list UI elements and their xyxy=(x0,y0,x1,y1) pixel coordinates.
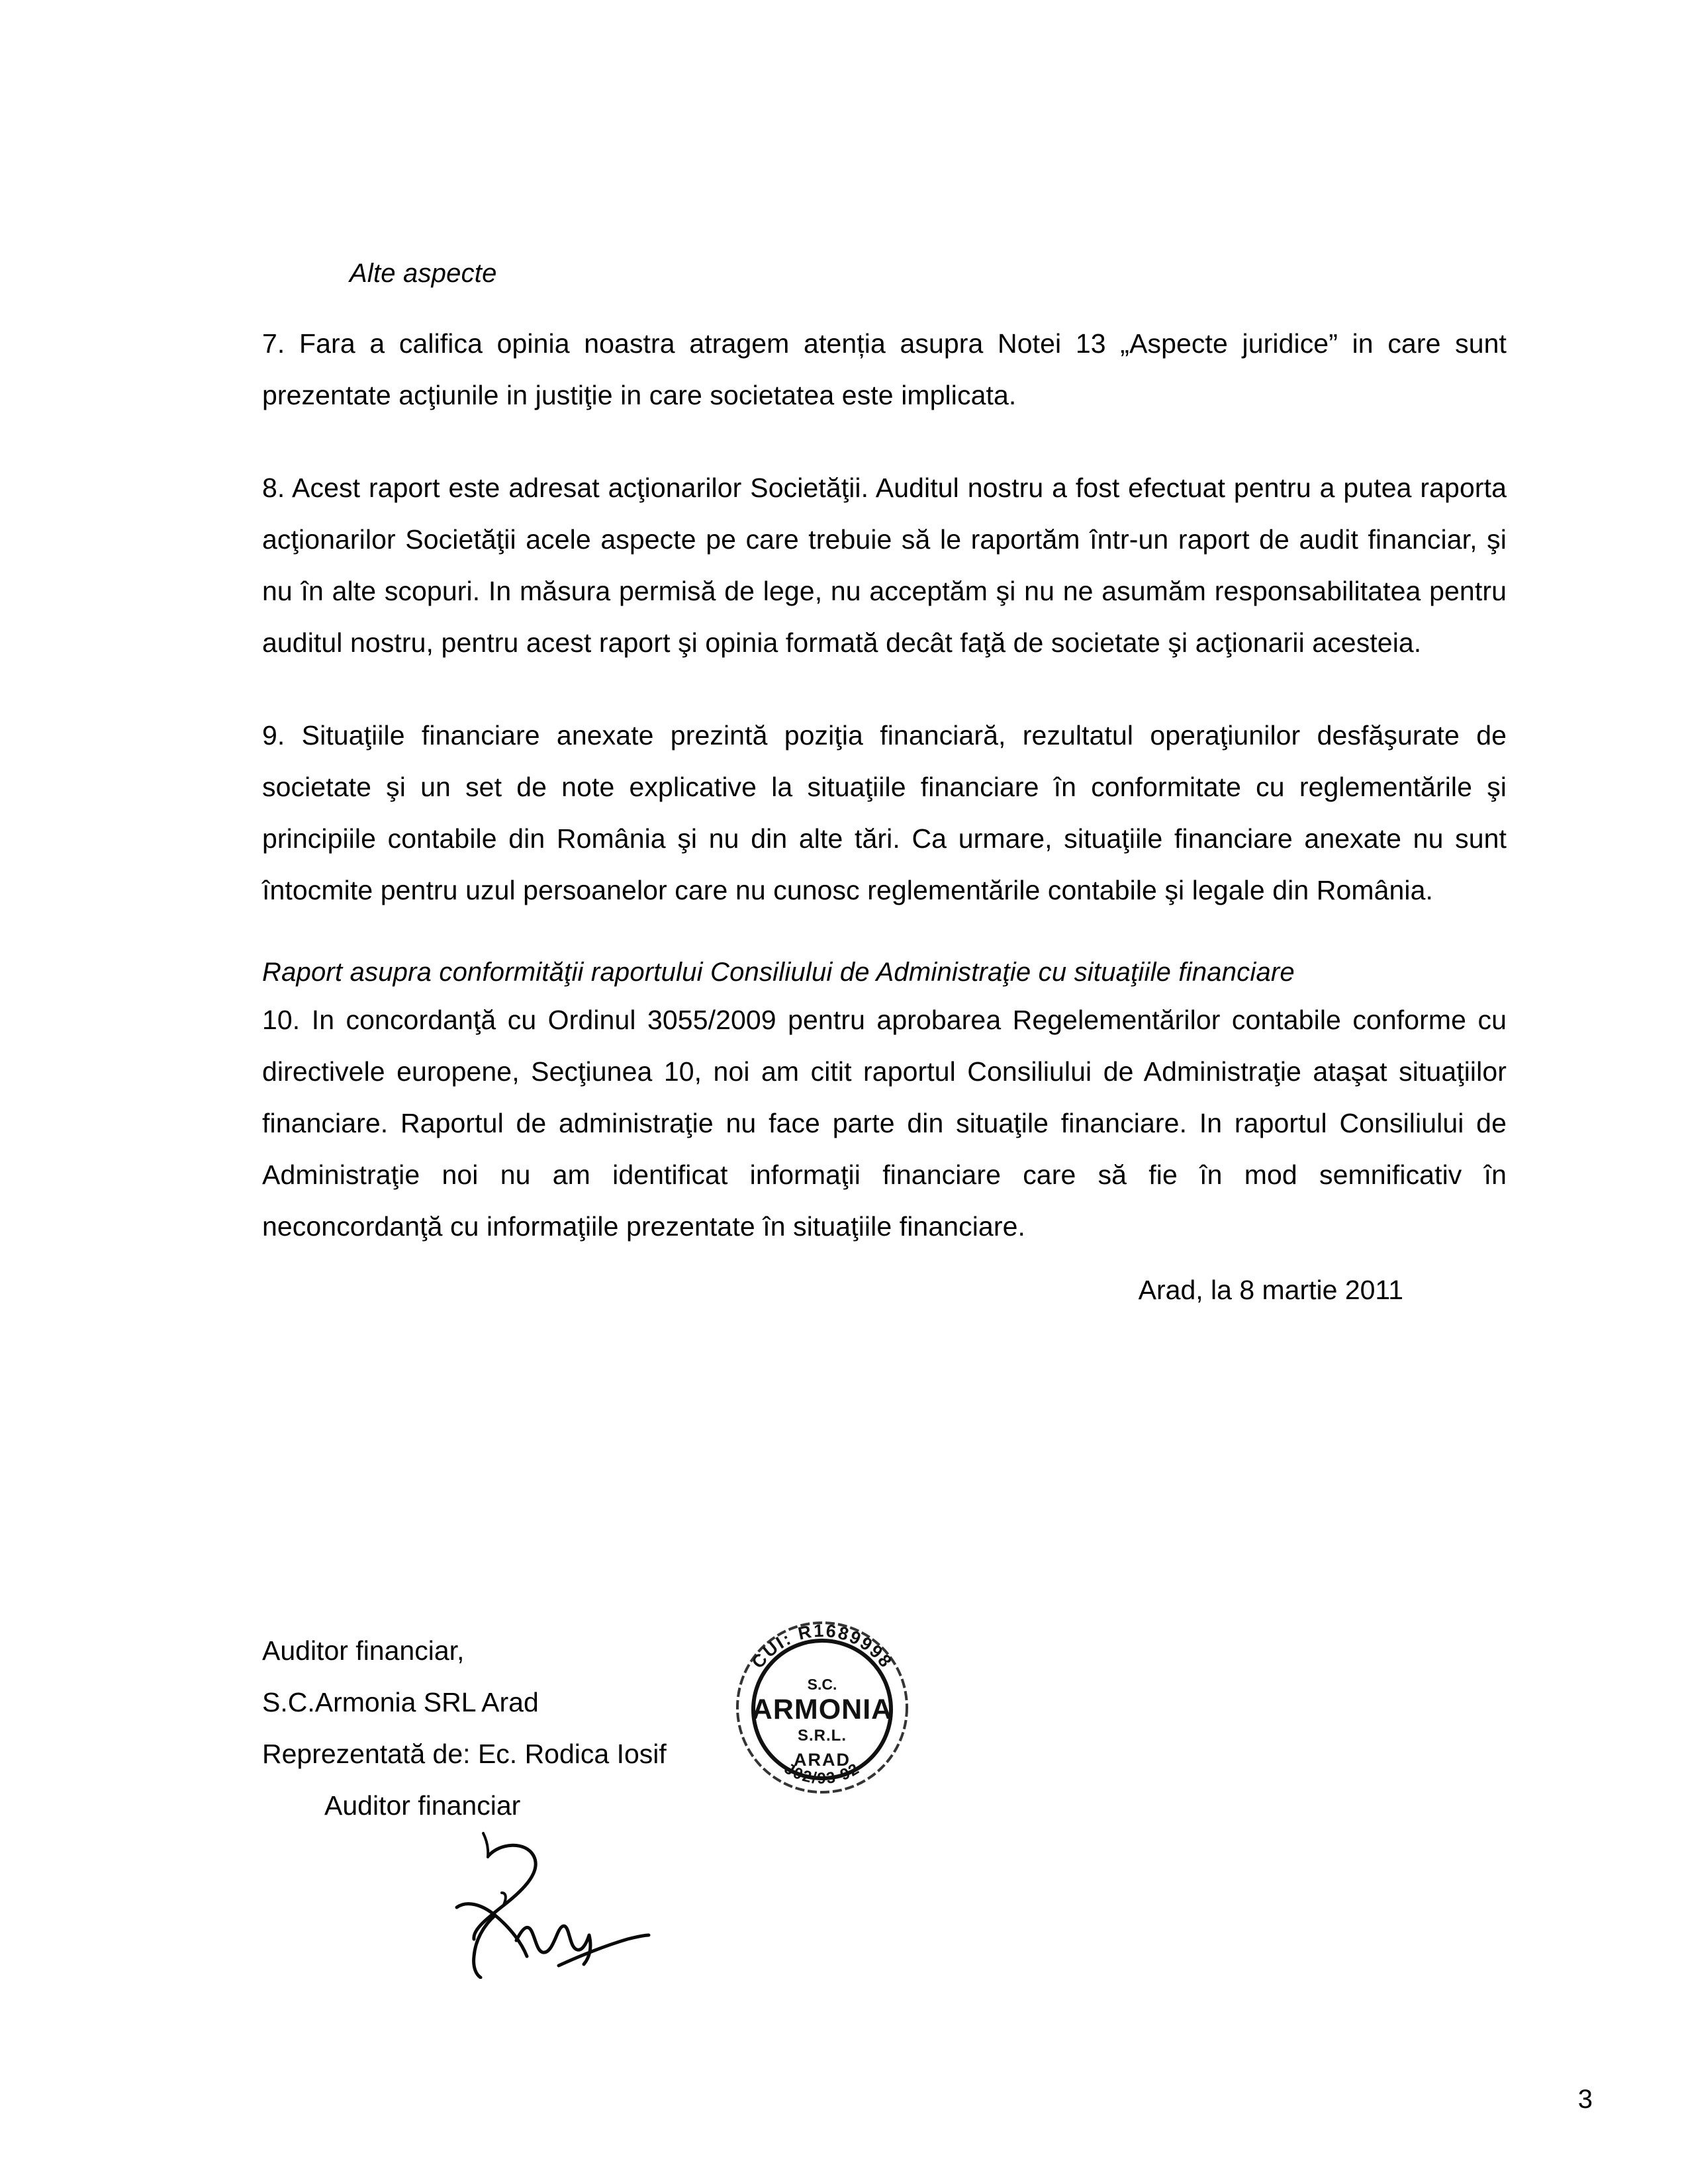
paragraph-9: 9. Situaţiile financiare anexate prezintă poziţia financiară, rezultatul operaţiunilor desfăşurate de societate şi un set de note explicative la situaţiile financiare în conformitate cu reglementările şi principiile contabile din România şi nu din alte tări. Ca urmare, situaţiile financiare anexate nu sunt întocmite pentru uzul persoanelor care nu cunosc reglementările contabile şi legale din România. xyxy=(262,720,1507,905)
auditor-role-line: Auditor financiar, xyxy=(262,1635,465,1666)
auditor-represented-by-line: Reprezentată de: Ec. Rodica Iosif xyxy=(262,1739,667,1769)
paragraph-10: 10. In concordanţă cu Ordinul 3055/2009 pentru aprobarea Regelementărilor contabile conforme cu directivele europene, Secţiunea 10, noi am citit raportul Consiliului de Administraţie ataşat situaţiilor financiare. Raportul de administraţie nu face parte din situaţile financiare. In raportul Consiliului de Administraţie noi nu am identificat informaţii financiare care să fie în mod semnificativ în neconcordanţă cu informaţiile prezentate în situaţiile financiare. xyxy=(262,1005,1507,1242)
stamp-center-line-2: ARMONIA xyxy=(751,1694,893,1725)
paragraph-7: 7. Fara a califica opinia noastra atragem atenția asupra Notei 13 „Aspecte juridice” in care sunt prezentate acţiunile in justiţie in care societatea este implicata. xyxy=(262,328,1507,410)
conformity-report-heading: Raport asupra conformităţii raportului Consiliului de Administraţie cu situaţiile financiare xyxy=(262,958,1295,987)
place-and-date: Arad, la 8 martie 2011 xyxy=(1138,1275,1403,1305)
other-matters-heading: Alte aspecte xyxy=(350,259,497,288)
stamp-center-line-1: S.C. xyxy=(807,1676,837,1693)
paragraph-8: 8. Acest raport este adresat acţionarilor Societăţii. Auditul nostru a fost efectuat pentru a putea raporta acţionarilor Societăţii acele aspecte pe care trebuie să le raportăm într-un raport de audit financiar, şi nu în alte scopuri. In măsura permisă de lege, nu acceptăm şi nu ne asumăm responsabilitatea pentru auditul nostru, pentru acest raport şi opinia formată decât faţă de societate şi acţionarii acesteia. xyxy=(262,473,1507,658)
auditor-role-line-2: Auditor financiar xyxy=(324,1790,521,1821)
stamp-center-line-4: ARAD xyxy=(794,1750,851,1770)
stamp-arc-bottom-text: J02/93 92 xyxy=(781,1759,863,1788)
stamp-arc-top-text: CUI: R1689998 xyxy=(747,1620,897,1672)
handwritten-signature xyxy=(417,1827,708,1979)
company-stamp-icon xyxy=(723,1605,921,1803)
page-number: 3 xyxy=(1577,2085,1593,2114)
auditor-company-line: S.C.Armonia SRL Arad xyxy=(262,1687,539,1717)
stamp-center-line-3: S.R.L. xyxy=(797,1727,847,1745)
document-body xyxy=(262,258,1507,1316)
